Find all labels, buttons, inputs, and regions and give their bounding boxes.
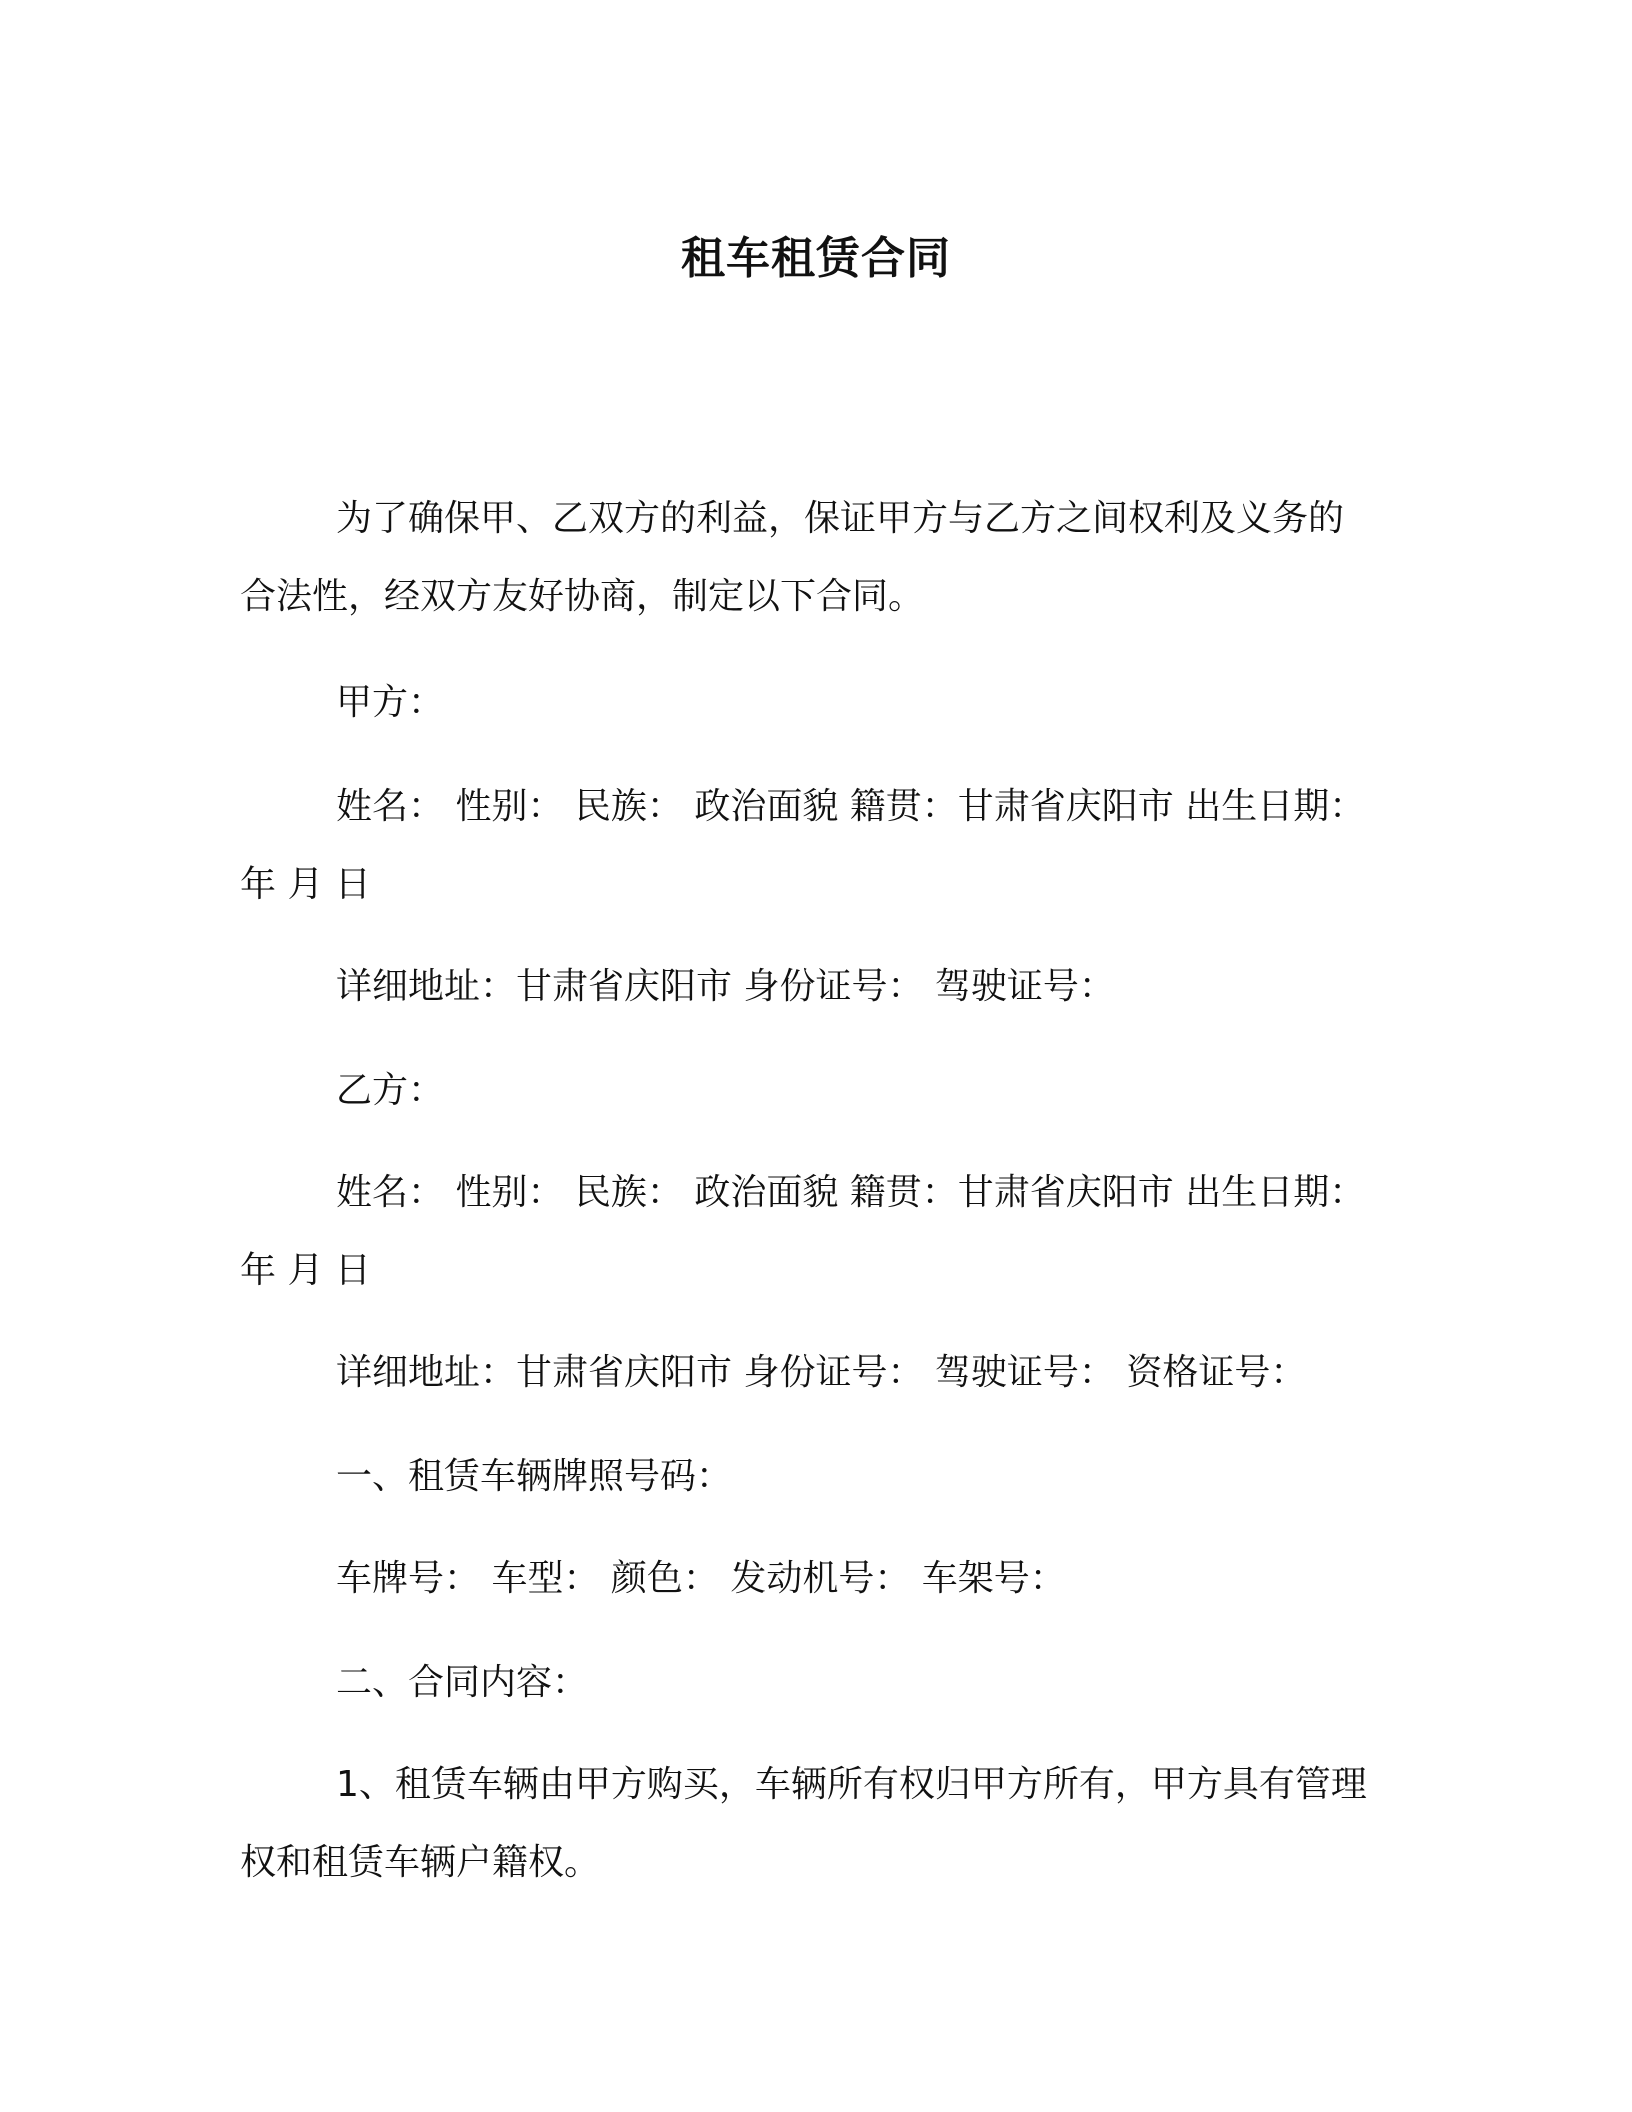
intro-paragraph: 为了确保甲、乙双方的利益，保证甲方与乙方之间权利及义务的合法性，经双方友好协商，制定以下合同。: [240, 498, 1345, 617]
document-title: 租车租赁合同: [681, 233, 951, 284]
party-a-address: 详细地址：甘肃省庆阳市 身份证号： 驾驶证号：: [336, 966, 1115, 1007]
party-a-heading: 甲方：: [336, 682, 445, 723]
party-a-info: 姓名： 性别： 民族： 政治面貌 籍贯：甘肃省庆阳市 出生日期：年 月 日: [240, 786, 1366, 905]
contract-item-1: 1、租赁车辆由甲方购买，车辆所有权归甲方所有，甲方具有管理权和租赁车辆户籍权。: [240, 1764, 1367, 1883]
section-1-heading: 一、租赁车辆牌照号码：: [336, 1456, 733, 1497]
party-b-info: 姓名： 性别： 民族： 政治面貌 籍贯：甘肃省庆阳市 出生日期：年 月 日: [240, 1172, 1366, 1291]
section-2-heading: 二、合同内容：: [336, 1662, 589, 1703]
vehicle-fields: 车牌号： 车型： 颜色： 发动机号： 车架号：: [336, 1558, 1066, 1599]
party-b-heading: 乙方：: [336, 1070, 445, 1111]
party-b-address: 详细地址：甘肃省庆阳市 身份证号： 驾驶证号： 资格证号：: [336, 1352, 1307, 1393]
